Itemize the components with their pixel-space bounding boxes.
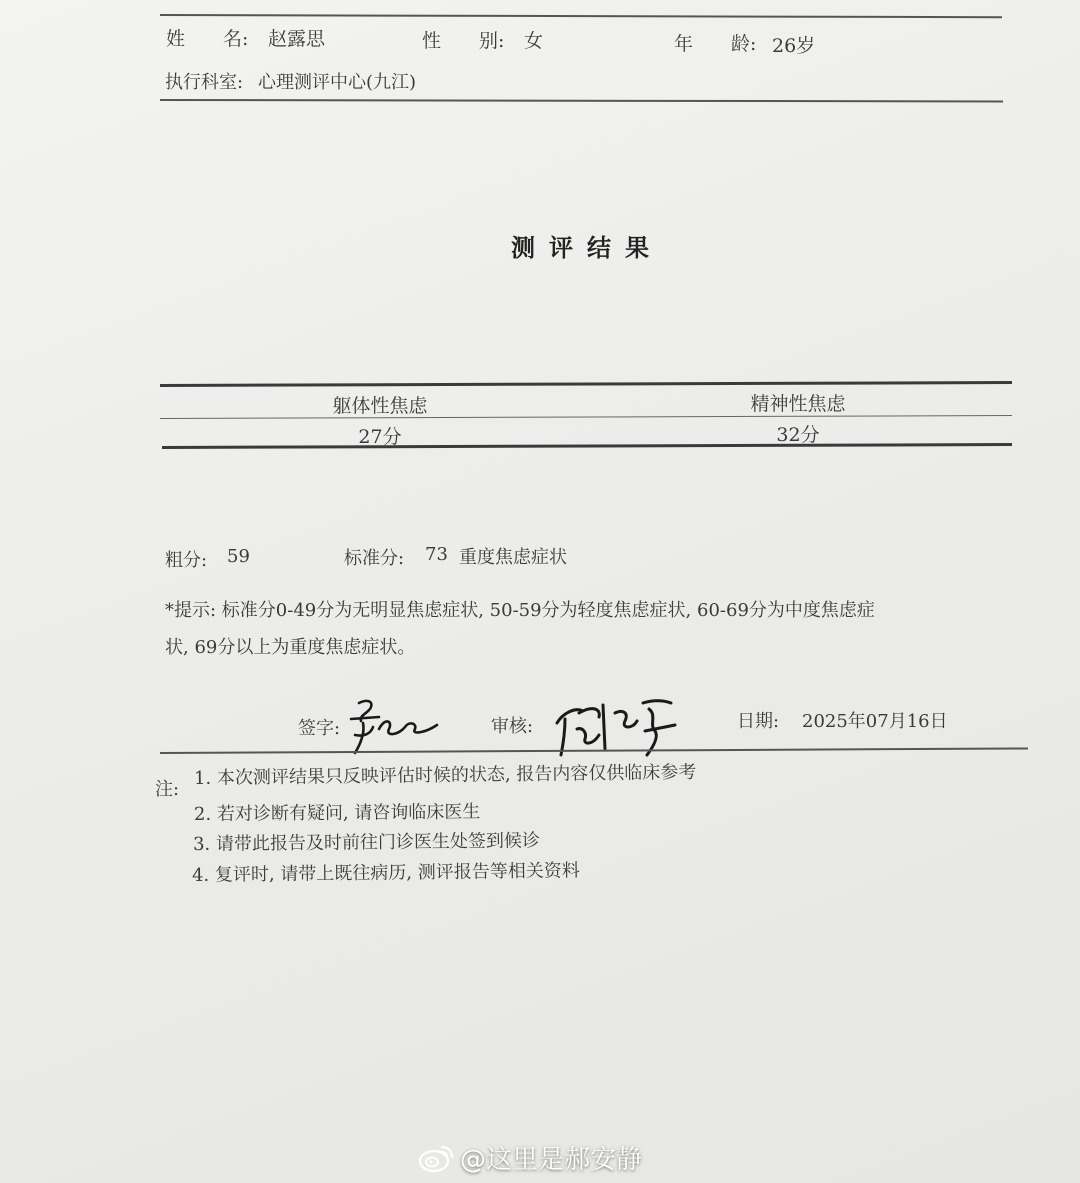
review-label: 审核: [491,716,534,737]
age-label: 年 龄: [674,33,757,55]
watermark-text: @这里是郝安静 [460,1145,643,1175]
table-value-psychic: 32分 [776,424,820,446]
patient-name: 赵露思 [268,28,326,50]
patient-age: 26岁 [772,35,816,57]
raw-score-label: 粗分: [165,550,208,571]
sign-label: 签字: [298,718,341,739]
report-date: 2025年07月16日 [802,711,948,732]
table-header-psychic: 精神性焦虑 [750,393,846,415]
watermark [418,1139,643,1175]
report-title: 测评结果 [511,234,663,262]
note-item-2: 2. 若对诊断有疑问, 请咨询临床医生 [193,801,481,825]
hint-line-1: *提示: 标准分0-49分为无明显焦虑症状, 50-59分为轻度焦虑症状, 60-69分为中度焦虑症 [165,600,875,621]
patient-gender: 女 [524,30,544,52]
hint-line-2: 状, 69分以上为重度焦虑症状。 [165,637,416,658]
table-header-somatic: 躯体性焦虑 [332,395,428,417]
note-item-1: 1. 本次测评结果只反映评估时候的状态, 报告内容仅供临床参考 [193,761,697,789]
std-score: 73 [425,544,448,565]
note-item-4: 4. 复评时, 请带上既往病历, 测评报告等相关资料 [191,860,580,886]
date-label: 日期: [737,711,780,732]
top-rule [160,14,1002,18]
score-conclusion: 重度焦虑症状 [459,547,567,568]
table-value-somatic: 27分 [358,426,402,448]
signer-handwritten-signature [345,695,445,767]
dept-name: 心理测评中心(九江) [258,72,417,93]
weibo-logo-icon [418,1143,454,1173]
name-label: 姓 名: [166,28,249,50]
note-item-3: 3. 请带此报告及时前往门诊医生处签到候诊 [192,830,541,855]
notes-prefix: 注: [155,779,180,800]
header-rule [160,99,1003,102]
dept-label: 执行科室: [165,72,244,93]
gender-label: 性 别: [422,30,505,52]
std-score-label: 标准分: [344,548,405,569]
raw-score: 59 [227,546,250,567]
table-top-rule [160,381,1012,387]
